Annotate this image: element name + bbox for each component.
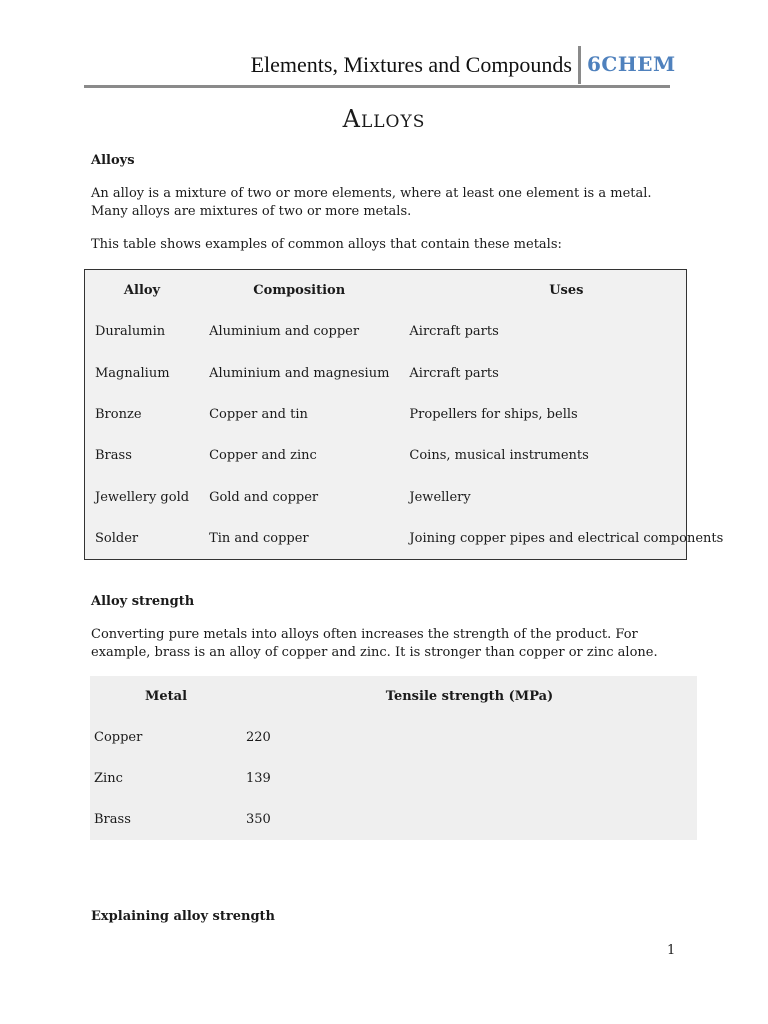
table-row xyxy=(85,394,733,435)
table-cell: Aluminium and copper xyxy=(209,324,360,340)
table-cell: Propellers for ships, bells xyxy=(409,406,578,422)
table-cell: Zinc xyxy=(94,771,123,786)
section-heading-alloy-strength: Alloy strength xyxy=(91,594,195,609)
table-cell: Copper and zinc xyxy=(209,448,317,464)
column-header: Metal xyxy=(144,689,188,704)
table-cell: 220 xyxy=(246,730,271,745)
table-cell: Brass xyxy=(95,448,132,464)
table-row xyxy=(85,518,733,559)
table-cell: Bronze xyxy=(95,406,142,422)
table-header-row xyxy=(85,270,733,311)
page-header xyxy=(84,44,676,88)
strength-paragraph: Converting pure metals into alloys often increases the strength of the product. For example, brass is an alloy of copper and zinc. It is stronger than copper or zinc alone. xyxy=(91,627,658,660)
table-intro-paragraph: This table shows examples of common alloys that contain these metals: xyxy=(91,237,562,252)
header-separator xyxy=(578,46,581,84)
table-cell: Coins, musical instruments xyxy=(409,448,589,464)
table-header-row xyxy=(90,676,697,717)
table-cell: 350 xyxy=(246,812,271,827)
column-header: Tensile strength (MPa) xyxy=(385,689,554,704)
table-cell: Brass xyxy=(94,812,131,827)
table-row xyxy=(85,476,733,517)
column-header: Uses xyxy=(549,283,584,299)
table-row xyxy=(85,311,733,352)
table-cell: Tin and copper xyxy=(209,530,309,546)
intro-paragraph: An alloy is a mixture of two or more elements, where at least one element is a metal. Many alloys are mixtures of two or more metals. xyxy=(91,186,652,219)
table-cell: Copper and tin xyxy=(209,406,308,422)
column-header: Composition xyxy=(253,283,346,299)
table-cell: 139 xyxy=(246,771,271,786)
section-heading-alloys: Alloys xyxy=(91,153,135,168)
table-row xyxy=(90,799,697,840)
table-cell: Aircraft parts xyxy=(409,324,499,340)
table-row xyxy=(90,758,697,799)
table-cell: Joining copper pipes and electrical components xyxy=(409,530,724,546)
table-cell: Gold and copper xyxy=(209,489,319,505)
document-title: Alloys xyxy=(342,105,426,133)
page-number: 1 xyxy=(667,943,676,958)
table-cell: Copper xyxy=(94,730,143,745)
table-cell: Jewellery gold xyxy=(95,489,190,505)
section-heading-explaining: Explaining alloy strength xyxy=(91,909,275,924)
table-row xyxy=(90,717,697,758)
alloy-table xyxy=(84,269,724,560)
column-header: Alloy xyxy=(123,283,161,299)
table-cell: Duralumin xyxy=(95,324,166,340)
strength-table xyxy=(90,676,697,840)
table-cell: Jewellery xyxy=(409,489,471,505)
table-row xyxy=(85,353,733,394)
table-cell: Aluminium and magnesium xyxy=(209,365,390,381)
table-cell: Solder xyxy=(95,530,139,546)
header-course-code: 6CHEM xyxy=(587,52,676,76)
table-row xyxy=(85,435,733,476)
table-cell: Aircraft parts xyxy=(409,365,499,381)
table-cell: Magnalium xyxy=(95,365,170,381)
header-title: Elements, Mixtures and Compounds xyxy=(250,52,572,77)
